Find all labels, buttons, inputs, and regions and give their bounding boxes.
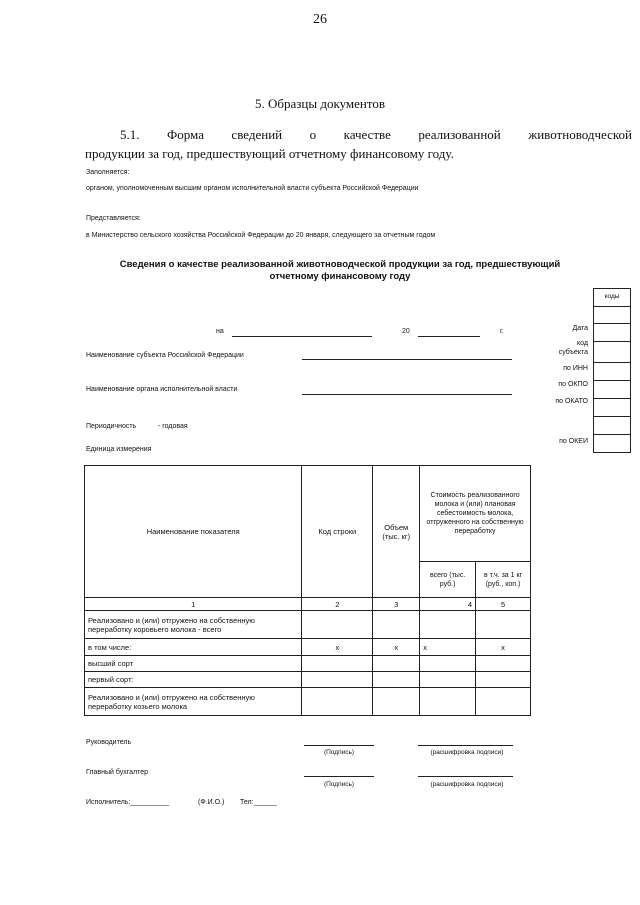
cell[interactable] [420, 688, 476, 716]
subject-name-field[interactable] [302, 359, 512, 360]
header-code: Код строки [302, 466, 373, 598]
col-num: 5 [476, 598, 531, 611]
header-total: всего (тыс. руб.) [420, 562, 476, 598]
table-row [85, 611, 531, 639]
codes-header: коды [604, 293, 620, 300]
codes-cell-subject[interactable] [594, 341, 630, 362]
cell[interactable] [476, 672, 531, 688]
form-title-line2: продукции за год, предшествующий отчетному финансовому году. [85, 146, 454, 161]
fio-label: (Ф.И.О.) [198, 799, 225, 806]
row-name: первый сорт: [85, 672, 302, 688]
year-suffix: г. [500, 328, 504, 335]
cell: х [373, 639, 420, 656]
head-decode-caption: (расшифровка подписи) [430, 749, 504, 756]
authority-name-label: Наименование органа исполнительной власти [86, 386, 238, 393]
header-cost: Стоимость реализованного молока и (или) плановая себестоимость молока, отгруженного на собственную переработку [420, 466, 531, 562]
filled-label: Заполняется: [86, 169, 130, 176]
row-name: Реализовано и (или) отгружено на собственную переработку козьего молока [85, 688, 302, 716]
codes-box [593, 288, 631, 453]
codes-cell-okpo[interactable] [594, 380, 630, 398]
code-label-okato: по ОКАТО [555, 398, 588, 405]
cell: х [476, 639, 531, 656]
cell[interactable] [420, 611, 476, 639]
cell[interactable] [373, 611, 420, 639]
codes-cell[interactable] [594, 306, 630, 323]
accountant-decode-field[interactable] [418, 776, 513, 777]
section-heading: 5. Образцы документов [254, 96, 386, 111]
header-per-kg: в т.ч. за 1 кг (руб., коп.) [476, 562, 531, 598]
date-on-label: на [216, 328, 224, 335]
cell[interactable] [302, 688, 373, 716]
page-number: 26 [313, 12, 327, 27]
periodicity-value: - годовая [158, 423, 188, 430]
codes-cell-date[interactable] [594, 323, 630, 341]
cell: х [302, 639, 373, 656]
cell[interactable] [373, 688, 420, 716]
col-num: 1 [85, 598, 302, 611]
col-num: 2 [302, 598, 373, 611]
cell[interactable] [373, 672, 420, 688]
cell[interactable] [420, 672, 476, 688]
quality-table [84, 465, 531, 716]
cell: х [420, 639, 476, 656]
year-prefix: 20 [402, 328, 410, 335]
cell[interactable] [420, 656, 476, 672]
code-label-okpo: по ОКПО [558, 381, 588, 388]
table-row [85, 639, 531, 656]
head-signature-field[interactable] [304, 745, 374, 746]
code-label-subject-1: код [577, 340, 588, 347]
chief-accountant-label: Главный бухгалтер [86, 769, 148, 776]
filled-by: органом, уполномоченным высшим органом исполнительной власти субъекта Российской Федерации [86, 185, 419, 192]
col-num: 4 [420, 598, 476, 611]
report-title-line1: Сведения о качестве реализованной животноводческой продукции за год, предшествующий [119, 259, 561, 270]
row-name: высший сорт [85, 656, 302, 672]
cell[interactable] [302, 611, 373, 639]
date-field[interactable] [232, 336, 372, 337]
code-label-inn: по ИНН [563, 365, 588, 372]
codes-cell-blank[interactable] [594, 416, 630, 434]
header-name: Наименование показателя [85, 466, 302, 598]
row-name: в том числе: [85, 639, 302, 656]
table-row [85, 688, 531, 716]
row-name: Реализовано и (или) отгружено на собственную переработку коровьего молока - всего [85, 611, 302, 639]
executor-field[interactable]: Исполнитель:__________ [86, 799, 170, 806]
table-row [85, 656, 531, 672]
head-decode-field[interactable] [418, 745, 513, 746]
form-title-line1: 5.1. Форма сведений о качестве реализованной животноводческой [120, 127, 632, 142]
cell[interactable] [373, 656, 420, 672]
cell[interactable] [476, 688, 531, 716]
codes-cell-okato[interactable] [594, 398, 630, 416]
col-num: 3 [373, 598, 420, 611]
year-field[interactable] [418, 336, 480, 337]
codes-cell-okei[interactable] [594, 434, 630, 452]
subject-name-label: Наименование субъекта Российской Федерации [86, 352, 244, 359]
submitted-label: Представляется: [86, 215, 141, 222]
cell[interactable] [476, 656, 531, 672]
accountant-signature-caption: (Подпись) [323, 781, 355, 788]
authority-name-field[interactable] [302, 394, 512, 395]
accountant-decode-caption: (расшифровка подписи) [430, 781, 504, 788]
submitted-to: в Министерство сельского хозяйства Российской Федерации до 20 января, следующего за отчетным годом [86, 232, 436, 239]
table-row [85, 672, 531, 688]
report-title-line2: отчетному финансовому году [269, 271, 411, 282]
unit-label: Единица измерения [86, 446, 152, 453]
code-label-okei: по ОКЕИ [559, 438, 588, 445]
cell[interactable] [302, 672, 373, 688]
header-volume: Объем (тыс. кг) [373, 466, 420, 598]
head-signature-caption: (Подпись) [323, 749, 355, 756]
code-label-date: Дата [572, 325, 588, 332]
periodicity-label: Периодичность [86, 423, 137, 430]
accountant-signature-field[interactable] [304, 776, 374, 777]
cell[interactable] [302, 656, 373, 672]
codes-cell-inn[interactable] [594, 362, 630, 380]
cell[interactable] [476, 611, 531, 639]
code-label-subject-2: субъекта [558, 349, 588, 356]
head-label: Руководитель [86, 739, 132, 746]
phone-field[interactable]: Тел:______ [240, 799, 277, 806]
